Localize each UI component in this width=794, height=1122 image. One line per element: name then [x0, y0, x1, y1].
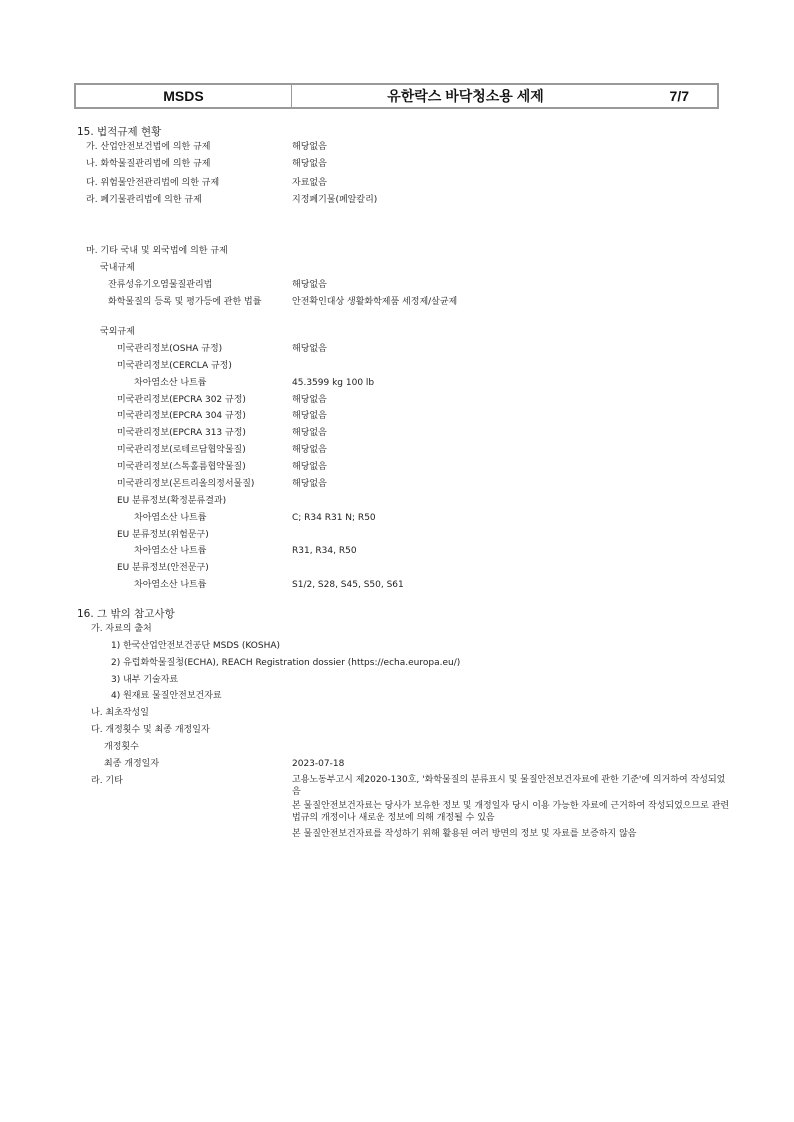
regulation-label: 미국관리정보(몬트리올의정서물질) [117, 479, 255, 489]
reference-label: 개정횟수 [104, 742, 139, 752]
regulation-label: 가. 산업안전보건법에 의한 규제 [86, 142, 211, 152]
regulation-label: 화학물질의 등록 및 평가등에 관한 법률 [108, 297, 262, 307]
regulation-value: 해당없음 [292, 344, 327, 354]
regulation-value: 해당없음 [292, 428, 327, 438]
reference-label: 1) 한국산업안전보건공단 MSDS (KOSHA) [111, 641, 281, 651]
remark-text: 고용노동부고시 제2020-130호, '화학물질의 분류표시 및 물질안전보건자료에 관한 기준'에 의거하여 작성되었음 [292, 775, 726, 797]
regulation-value: 45.3599 kg 100 lb [292, 378, 375, 388]
remark-text: 본 물질안전보건자료는 당사가 보유한 정보 및 개정일자 당시 이용 가능한 자료에 근거하여 작성되었으므로 관련 법규의 개정이나 새로운 정보에 의해 개정될 수 있음 [292, 801, 730, 823]
regulation-value: 해당없음 [292, 395, 327, 405]
regulation-label: 미국관리정보(EPCRA 302 규정) [117, 395, 246, 405]
document-header [74, 83, 719, 109]
regulation-value: 자료없음 [292, 178, 327, 188]
regulation-value: 해당없음 [292, 159, 327, 169]
regulation-label: 차아염소산 나트륨 [134, 513, 207, 523]
regulation-label: 미국관리정보(스톡홀름협약물질) [117, 462, 246, 472]
reference-label: 4) 원재료 물질안전보건자료 [111, 691, 222, 701]
header-product-name: 유한락스 바닥청소용 세제 [387, 88, 544, 104]
regulation-value: 안전확인대상 생활화학제품 세정제/살균제 [292, 297, 458, 307]
reference-label: 3) 내부 기술자료 [111, 675, 179, 685]
regulation-label: 미국관리정보(CERCLA 규정) [117, 361, 232, 371]
reference-label: 다. 개정횟수 및 최종 개정일자 [91, 725, 210, 735]
regulation-label: EU 분류정보(안전문구) [117, 563, 209, 573]
regulation-label: 다. 위험물안전관리법에 의한 규제 [86, 178, 220, 188]
regulation-value: 해당없음 [292, 445, 327, 455]
reference-label: 나. 최초작성일 [91, 708, 149, 718]
regulation-label: EU 분류정보(위험문구) [117, 530, 209, 540]
regulation-value: 해당없음 [292, 411, 327, 421]
regulation-label: 미국관리정보(EPCRA 304 규정) [117, 411, 246, 421]
regulation-label: 미국관리정보(로테르담협약물질) [117, 445, 246, 455]
regulation-value: R31, R34, R50 [292, 546, 357, 556]
regulation-value: 해당없음 [292, 280, 327, 290]
regulation-label: 나. 화학물질관리법에 의한 규제 [86, 159, 211, 169]
regulation-value: 해당없음 [292, 462, 327, 472]
reference-label: 라. 기타 [91, 776, 123, 786]
regulation-label: 미국관리정보(OSHA 규정) [117, 344, 223, 354]
regulation-label: 국외규제 [100, 327, 135, 337]
section-15-title: 15. 법적규제 현황 [77, 126, 162, 138]
section-16-title: 16. 그 밖의 참고사항 [77, 608, 175, 620]
regulation-value: C; R34 R31 N; R50 [292, 513, 376, 523]
regulation-label: EU 분류정보(확정분류결과) [117, 496, 227, 506]
remark-text: 본 물질안전보건자료를 작성하기 위해 활용된 여러 방면의 정보 및 자료를 보증하지 않음 [292, 829, 637, 839]
header-page-number: 7/7 [669, 88, 689, 104]
regulation-label: 차아염소산 나트륨 [134, 546, 207, 556]
regulation-label: 미국관리정보(EPCRA 313 규정) [117, 428, 246, 438]
header-title: MSDS [76, 85, 292, 107]
reference-label: 2) 유럽화학물질청(ECHA), REACH Registration dossier (https://echa.europa.eu/) [111, 658, 461, 668]
regulation-label: 차아염소산 나트륨 [134, 378, 207, 388]
regulation-label: 국내규제 [100, 263, 135, 273]
reference-label: 최종 개정일자 [104, 759, 160, 769]
regulation-label: 잔류성유기오염물질관리법 [108, 280, 213, 290]
reference-label: 가. 자료의 출처 [91, 624, 152, 634]
regulation-label: 라. 폐기물관리법에 의한 규제 [86, 195, 202, 205]
regulation-label: 마. 기타 국내 및 외국법에 의한 규제 [86, 246, 228, 256]
regulation-value: S1/2, S28, S45, S50, S61 [292, 580, 404, 590]
regulation-value: 해당없음 [292, 479, 327, 489]
reference-value: 2023-07-18 [292, 759, 345, 769]
regulation-value: 지정폐기물(폐알칼리) [292, 195, 378, 205]
regulation-label: 차아염소산 나트륨 [134, 580, 207, 590]
regulation-value: 해당없음 [292, 142, 327, 152]
